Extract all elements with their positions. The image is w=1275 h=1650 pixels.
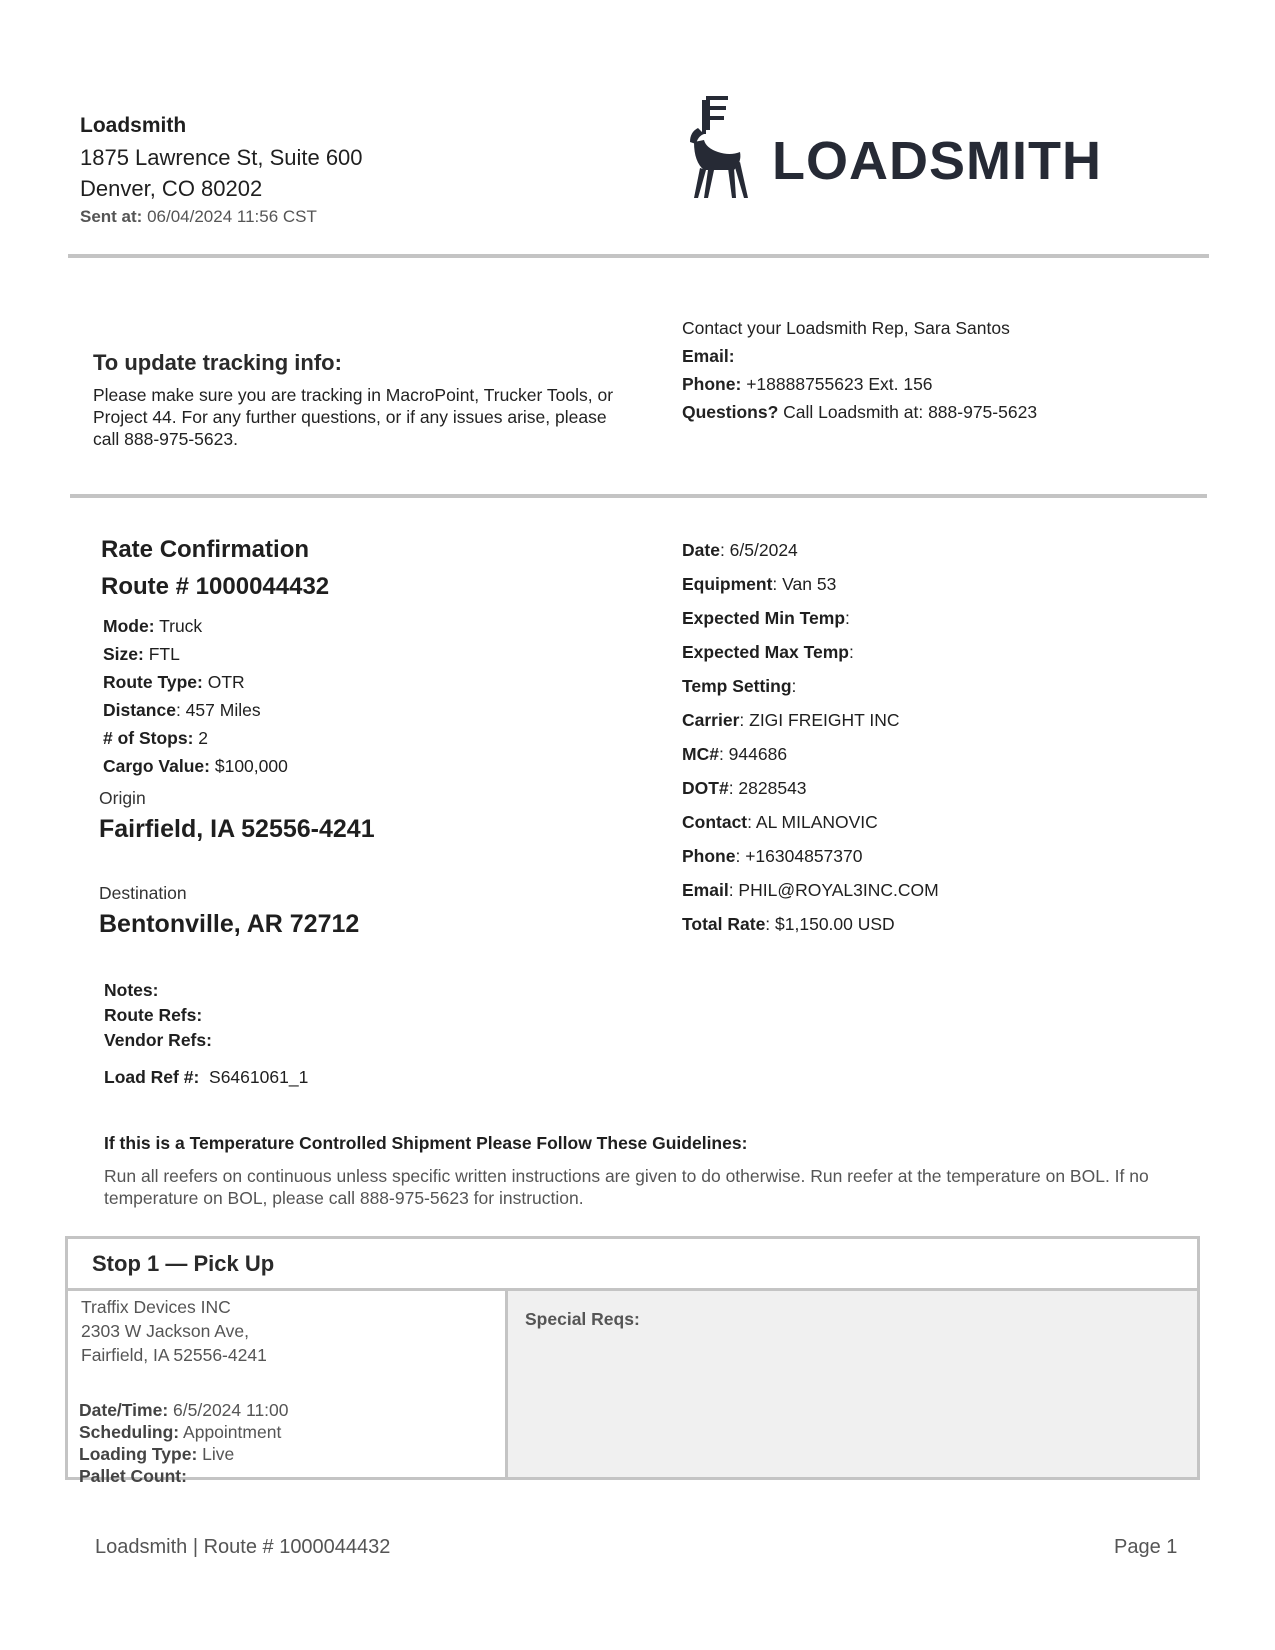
stop-1-box [65,1236,1200,1486]
stop-1-city: Fairfield, IA 52556-4241 [81,1345,267,1365]
detail-phone: Phone: +16304857370 [682,846,863,866]
load-ref-value: S6461061_1 [209,1067,309,1087]
detail-size: Size: FTL [103,644,180,664]
destination-label: Destination [99,883,187,903]
tracking-body: Please make sure you are tracking in MacroPoint, Trucker Tools, or Project 44. For any further questions, or if any issues arise, please call 888-975-5623. [93,385,614,449]
detail-route-type: Route Type: OTR [103,672,245,692]
detail-distance: Distance: 457 Miles [103,700,261,720]
detail-temp-setting: Temp Setting: [682,676,797,696]
stop-1-street: 2303 W Jackson Ave, [81,1321,249,1341]
detail-equipment: Equipment: Van 53 [682,574,837,594]
rep-phone: Phone: +18888755623 Ext. 156 [682,374,933,394]
detail-mode: Mode: Truck [103,616,203,636]
origin-label: Origin [99,788,146,808]
special-reqs-label: Special Reqs: [525,1309,640,1329]
detail-total-rate: Total Rate: $1,150.00 USD [682,914,895,934]
temperature-guidelines-title: If this is a Temperature Controlled Shipment Please Follow These Guidelines: [104,1133,748,1153]
stop-1-datetime: Date/Time: 6/5/2024 11:00 [79,1400,289,1420]
divider [68,254,1209,258]
origin-value: Fairfield, IA 52556-4241 [99,815,375,843]
detail-carrier: Carrier: ZIGI FREIGHT INC [682,710,900,730]
deer-icon [676,92,766,200]
stop-1-title: Stop 1 — Pick Up [92,1251,275,1276]
detail-dot: DOT#: 2828543 [682,778,807,798]
rep-email: Email: [682,346,735,366]
route-details [103,612,288,780]
detail-email: Email: PHIL@ROYAL3INC.COM [682,880,939,900]
temperature-guidelines-body: Run all reefers on continuous unless specific written instructions are given to do otherwise. Run reefer at the temperature on BOL. If no temperature on BOL, please call 888-975-5623 for instruction. [104,1166,1149,1208]
sent-at [80,207,317,227]
sent-at-label: Sent at: [80,207,143,226]
stop-1-pallet-count: Pallet Count: [79,1466,187,1486]
detail-date: Date: 6/5/2024 [682,540,798,560]
load-ref-label: Load Ref #: [104,1067,200,1087]
divider [70,494,1207,498]
route-refs-label: Route Refs: [104,1005,203,1025]
footer-page-number: Page 1 [1114,1536,1178,1558]
rep-intro: Contact your Loadsmith Rep, Sara Santos [682,318,1010,338]
notes-label: Notes: [104,980,159,1000]
rep-contact [682,314,1037,426]
sender-address-line2: Denver, CO 80202 [80,176,263,201]
stop-1-address [81,1295,267,1367]
carrier-details [682,533,939,941]
rate-confirmation-title: Rate Confirmation [101,536,310,563]
rep-questions: Questions? Call Loadsmith at: 888-975-5623 [682,402,1038,422]
stop-1-loading-type: Loading Type: Live [79,1444,235,1464]
stop-1-company: Traffix Devices INC [81,1297,231,1317]
stop-1-header [68,1239,1197,1291]
detail-stops: # of Stops: 2 [103,728,209,748]
detail-max-temp: Expected Max Temp: [682,642,854,662]
detail-min-temp: Expected Min Temp: [682,608,850,628]
detail-contact: Contact: AL MILANOVIC [682,812,878,832]
references [104,978,212,1053]
load-ref [104,1067,308,1088]
vendor-refs-label: Vendor Refs: [104,1030,212,1050]
sender-name: Loadsmith [80,114,187,137]
tracking-title: To update tracking info: [93,350,342,375]
detail-cargo-value: Cargo Value: $100,000 [103,756,288,776]
footer-route: Loadsmith | Route # 1000044432 [95,1536,391,1558]
sent-at-value: 06/04/2024 11:56 CST [147,207,317,226]
route-number: Route # 1000044432 [101,573,330,600]
destination-value: Bentonville, AR 72712 [99,910,360,938]
stop-1-scheduling: Scheduling: Appointment [79,1422,282,1442]
detail-mc: MC#: 944686 [682,744,788,764]
stop-1-location [68,1291,508,1486]
stop-1-meta [79,1399,289,1487]
stop-1-special-reqs [508,1291,1197,1477]
logo-wordmark: LOADSMITH [772,131,1102,191]
sender-address-line1: 1875 Lawrence St, Suite 600 [80,145,363,170]
